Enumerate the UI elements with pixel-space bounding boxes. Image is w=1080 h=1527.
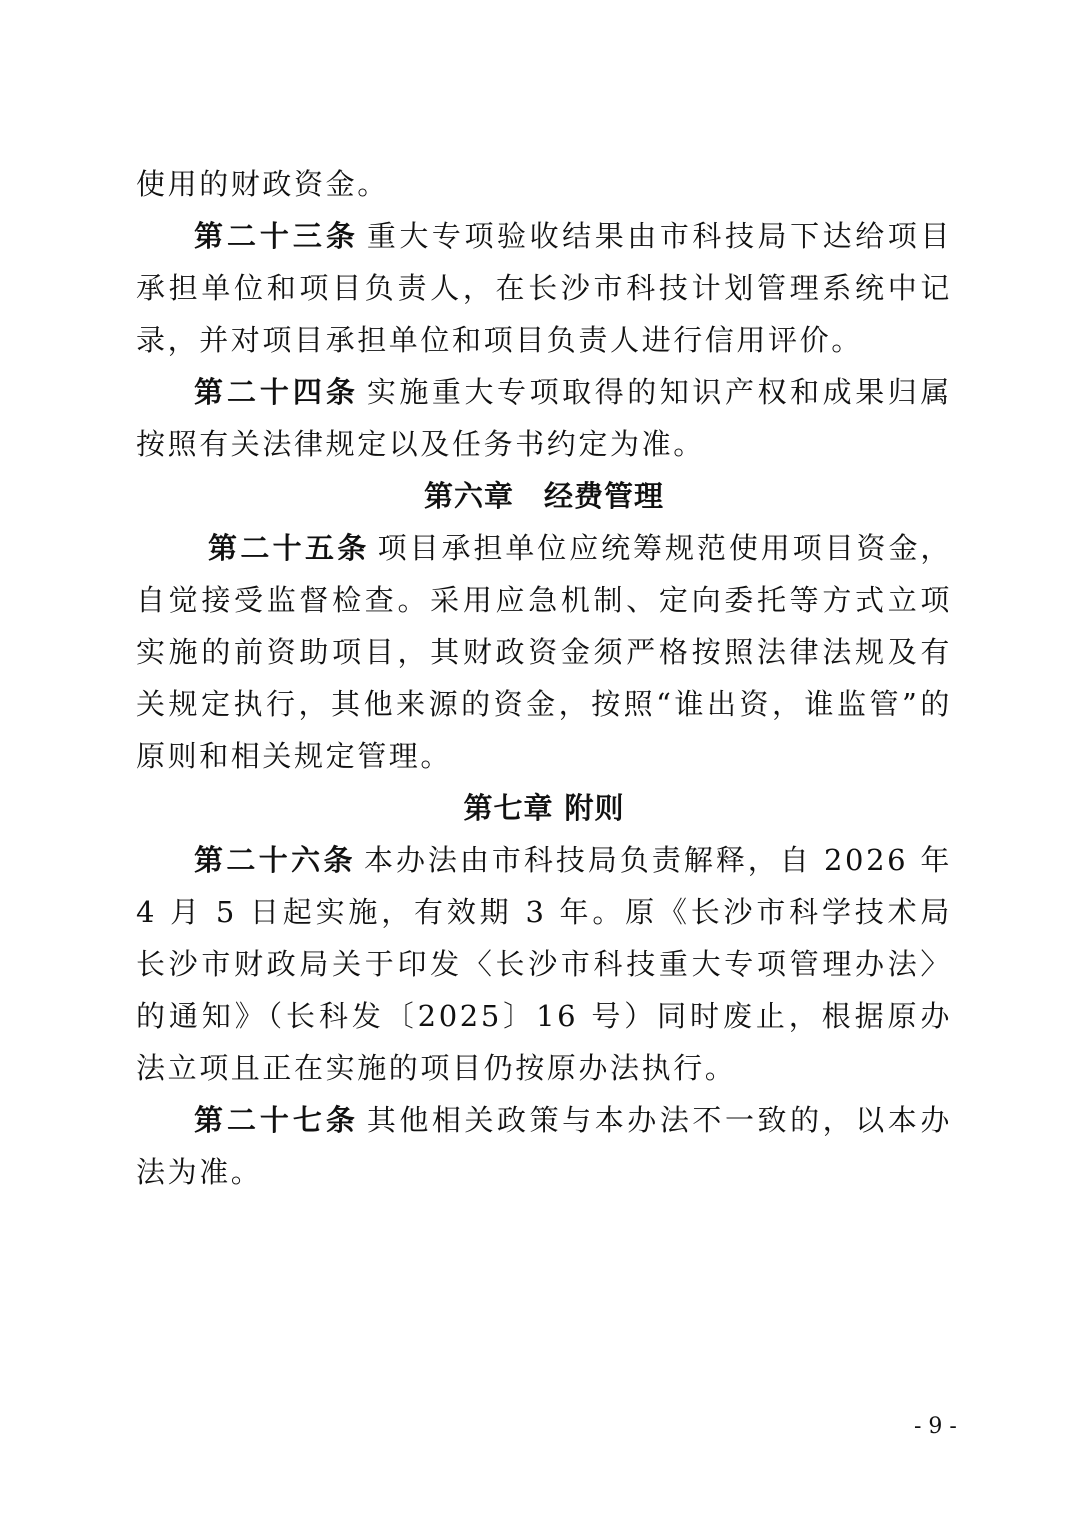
article-26 [136, 834, 952, 1094]
article-number: 第二十三条 [194, 219, 359, 253]
article-24 [136, 366, 952, 470]
article-number: 第二十七条 [194, 1103, 359, 1137]
article-23 [136, 210, 952, 366]
paragraph-text: 使用的财政资金。 [136, 167, 389, 201]
document-page [136, 158, 952, 1198]
page-number: - 9 - [914, 1414, 957, 1439]
article-text: 实施重大专项取得的知识产权和成果归属按照有关法律规定以及任务书约定为准。 [136, 375, 952, 461]
article-text: 其他相关政策与本办法不一致的，以本办法为准。 [136, 1103, 952, 1189]
article-text: 项目承担单位应统筹规范使用项目资金，自觉接受监督检查。采用应急机制、定向委托等方式立项实施的前资助项目，其财政资金须严格按照法律法规及有关规定执行，其他来源的资金，按照“谁出资，谁监管”的原则和相关规定管理。 [136, 531, 952, 773]
article-27 [136, 1094, 952, 1198]
article-number: 第二十六条 [194, 843, 356, 877]
article-number: 第二十四条 [194, 375, 359, 409]
article-25 [136, 522, 952, 782]
article-text: 重大专项验收结果由市科技局下达给项目承担单位和项目负责人，在长沙市科技计划管理系统中记录，并对项目承担单位和项目负责人进行信用评价。 [136, 219, 952, 357]
article-text: 本办法由市科技局负责解释，自 2026 年 4 月 5 日起实施，有效期 3 年。原《长沙市科学技术局 长沙市财政局关于印发〈长沙市科技重大专项管理办法〉的通知》（长科发〔2025〕16 号）同时废止，根据原办法立项且正在实施的项目仍按原办法执行。 [136, 843, 952, 1085]
chapter-7-heading: 第七章 附则 [463, 791, 625, 825]
chapter-6-heading: 第六章 经费管理 [423, 479, 664, 513]
article-number: 第二十五条 [208, 531, 370, 565]
paragraph-continuation [136, 158, 952, 210]
